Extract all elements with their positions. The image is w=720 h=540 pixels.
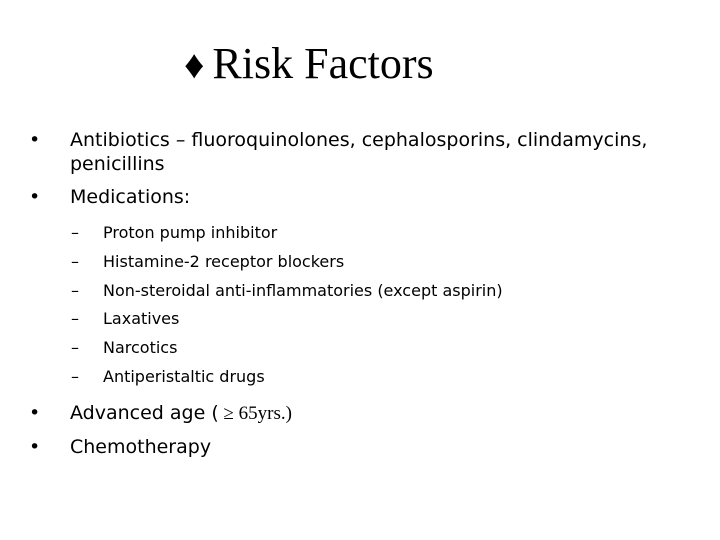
sub-item-histamine <box>70 248 698 277</box>
slide-title <box>184 38 434 91</box>
bullet-icon: • <box>29 129 41 151</box>
bullet-list <box>28 128 698 459</box>
sub-item-text: Proton pump inhibitor <box>103 223 278 242</box>
dash-bullet-icon: – <box>71 338 79 358</box>
list-item-advanced-age <box>28 401 698 426</box>
dash-bullet-icon: – <box>71 366 79 386</box>
advanced-age-text: Advanced age ( <box>70 401 219 424</box>
dash-bullet-icon: – <box>71 223 79 242</box>
slide-body <box>28 128 698 468</box>
bullet-icon: • <box>29 435 41 458</box>
dash-bullet-icon: – <box>71 280 79 300</box>
sub-item-nsaids <box>70 277 698 306</box>
sub-item-text: Non-steroidal anti-inflammatories (except aspirin) <box>103 280 503 300</box>
antibiotics-text-line1: Antibiotics – fluoroquinolones, cephalosporins, clindamycins, <box>70 129 648 151</box>
list-item-chemotherapy <box>28 435 698 459</box>
sub-item-antiperistaltic <box>70 363 698 392</box>
diamond-bullet-icon: ♦ <box>184 42 205 87</box>
bullet-icon: • <box>29 401 41 424</box>
chemotherapy-text: Chemotherapy <box>70 435 212 458</box>
medications-sublist <box>70 219 698 392</box>
list-item-medications <box>28 185 698 392</box>
sub-item-proton-pump <box>70 219 698 248</box>
title-text: Risk Factors <box>212 39 434 88</box>
medications-text: Medications: <box>70 186 191 208</box>
sub-item-text: Laxatives <box>103 309 180 329</box>
sub-item-laxatives <box>70 305 698 334</box>
bullet-icon: • <box>29 186 41 208</box>
dash-bullet-icon: – <box>71 309 79 329</box>
dash-bullet-icon: – <box>71 251 79 271</box>
antibiotics-text-line2: penicillins <box>70 153 165 175</box>
advanced-age-math: ≥ 65yrs.) <box>218 402 292 424</box>
sub-item-text: Histamine-2 receptor blockers <box>103 251 345 271</box>
sub-item-text: Narcotics <box>103 338 178 358</box>
sub-item-text: Antiperistaltic drugs <box>103 366 265 386</box>
list-item-antibiotics <box>28 128 698 176</box>
sub-item-narcotics <box>70 334 698 363</box>
